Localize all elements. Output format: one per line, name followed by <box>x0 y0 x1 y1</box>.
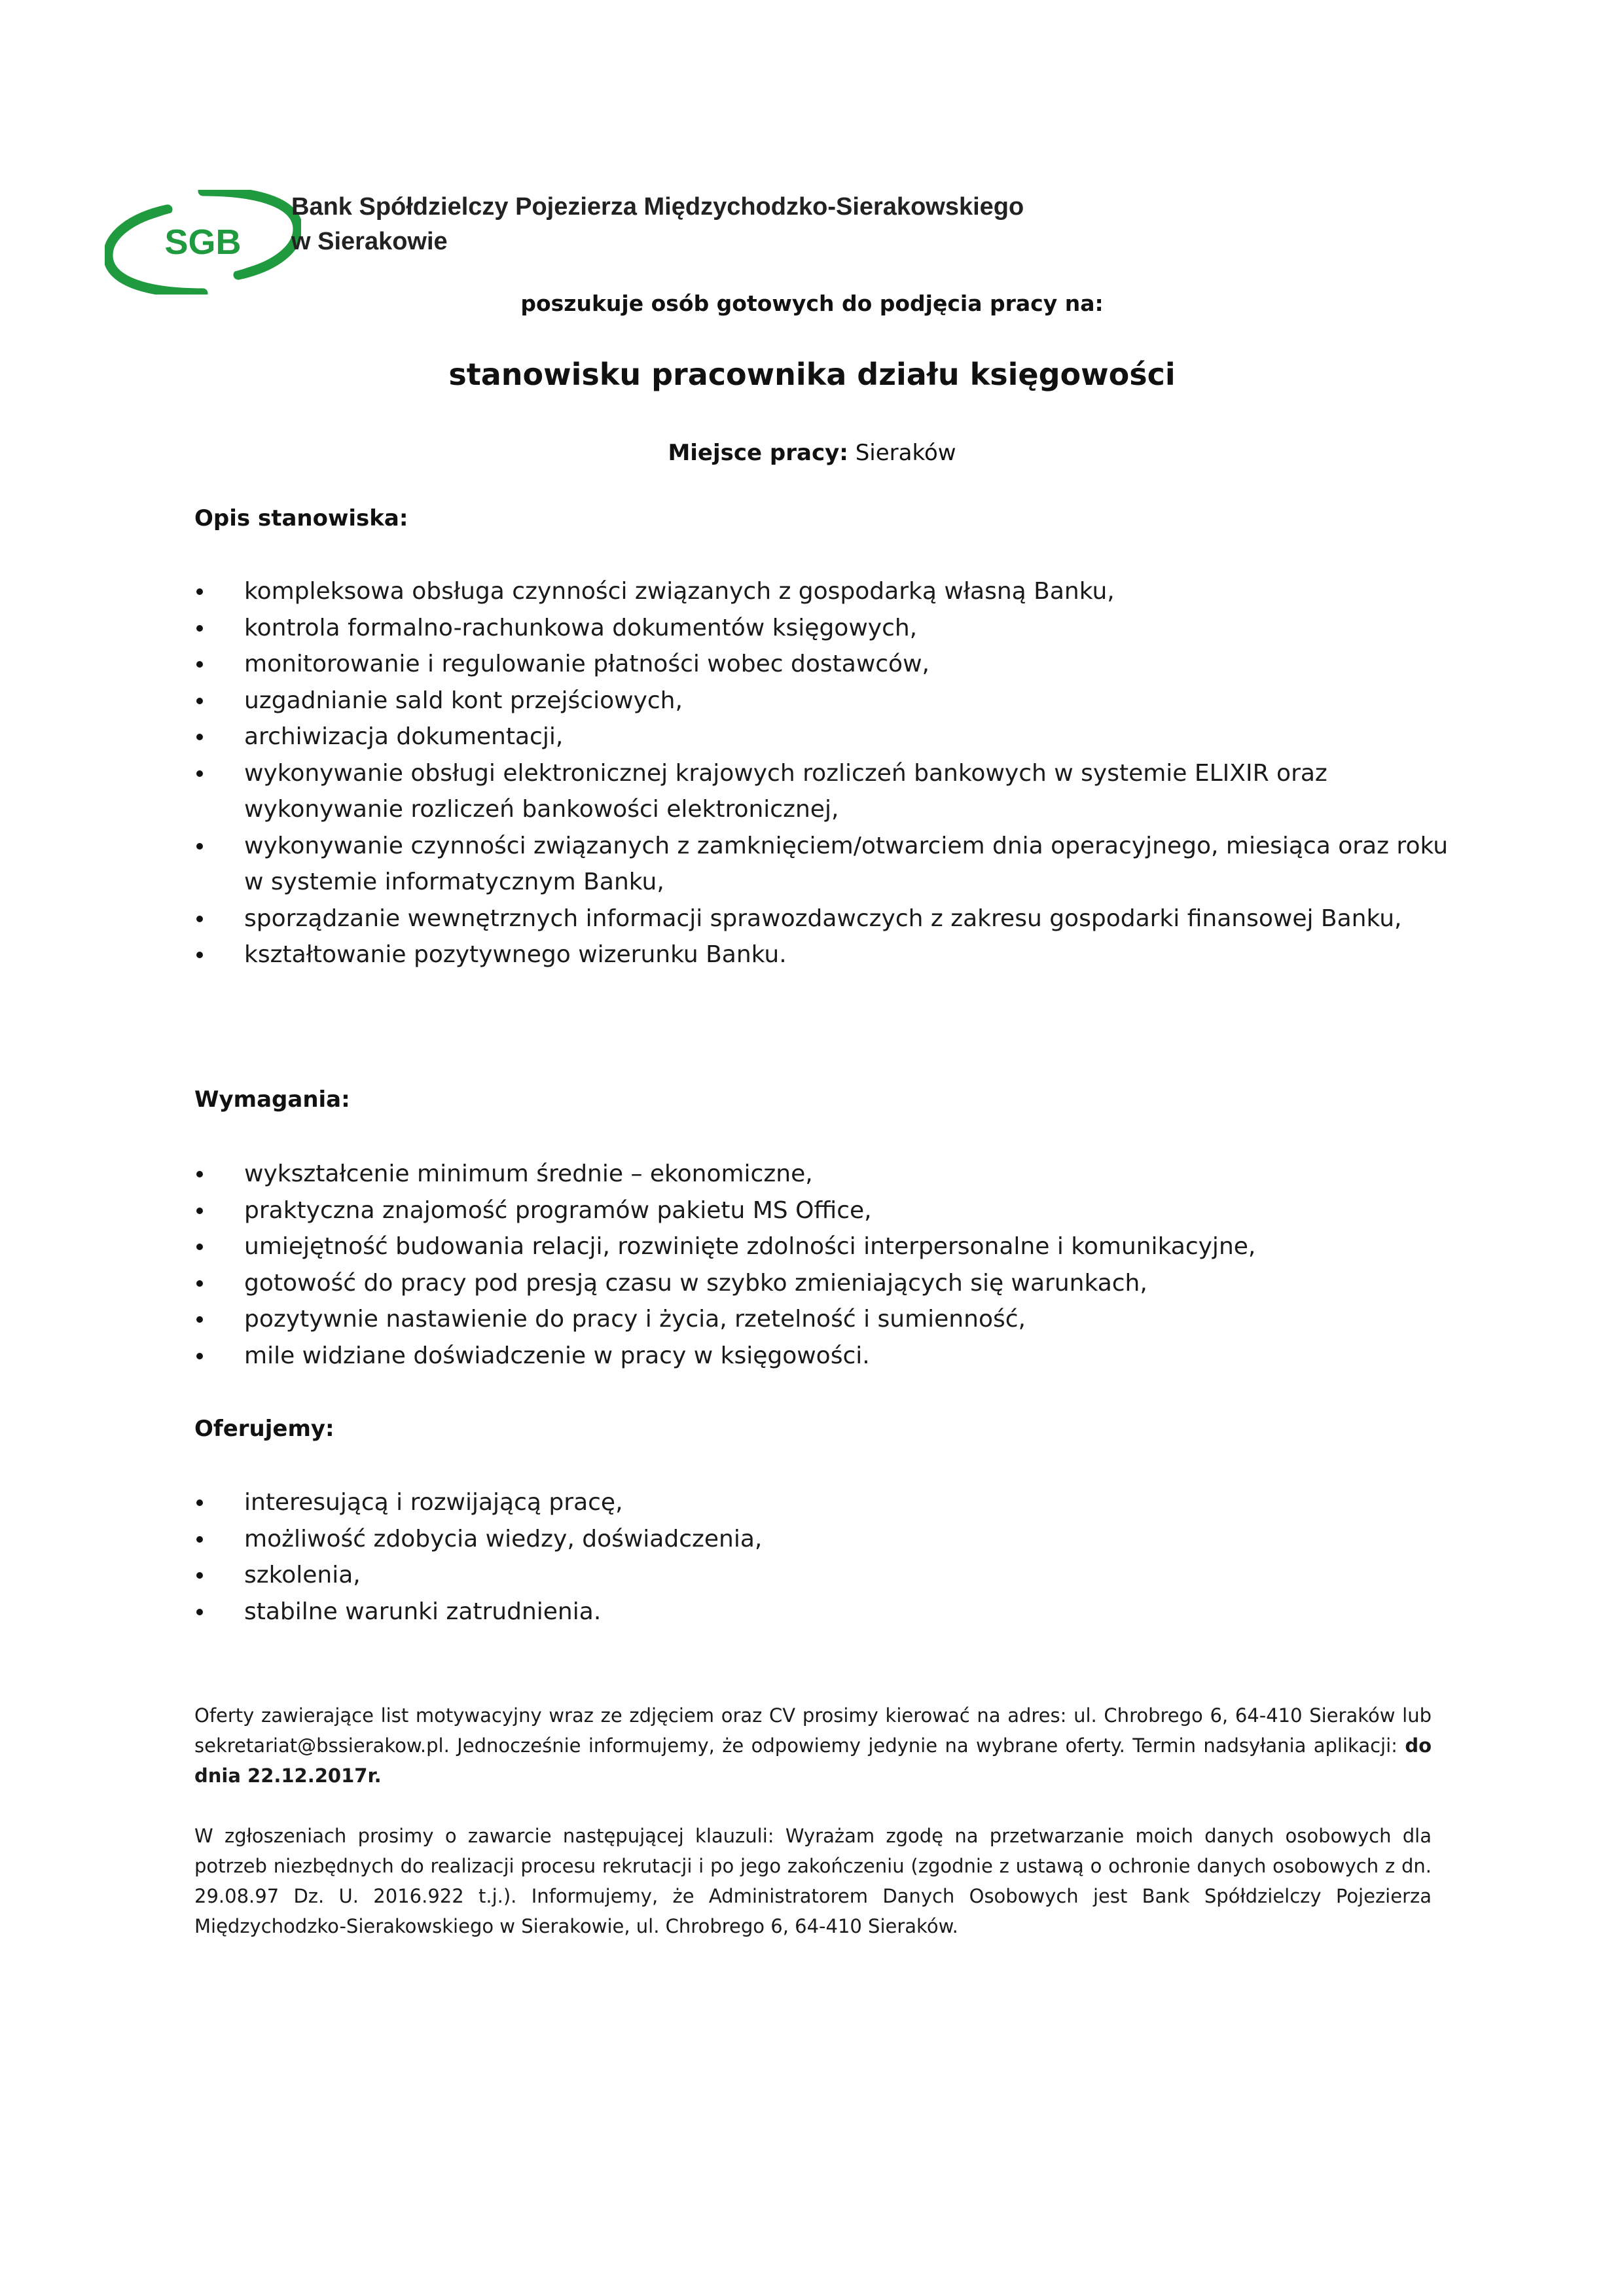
description-heading: Opis stanowiska: <box>194 505 408 531</box>
application-paragraph <box>194 1700 1432 1791</box>
list-item: gotowość do pracy pod presją czasu w szybko zmieniających się warunkach, <box>194 1265 1471 1302</box>
list-item: możliwość zdobycia wiedzy, doświadczenia, <box>194 1521 1471 1558</box>
requirements-list <box>194 1156 1471 1374</box>
list-item: praktyczna znajomość programów pakietu MS Office, <box>194 1193 1471 1229</box>
sgb-logo <box>105 190 301 295</box>
list-item: wykonywanie czynności związanych z zamknięciem/otwarciem dnia operacyjnego, miesiąca oraz roku w systemie informatycznym Banku, <box>194 828 1471 901</box>
list-item: sporządzanie wewnętrznych informacji sprawozdawczych z zakresu gospodarki finansowej Banku, <box>194 901 1471 937</box>
list-item: kształtowanie pozytywnego wizerunku Banku. <box>194 937 1471 973</box>
list-item: wykształcenie minimum średnie – ekonomiczne, <box>194 1156 1471 1193</box>
list-item: interesującą i rozwijającą pracę, <box>194 1484 1471 1521</box>
data-processing-clause: W zgłoszeniach prosimy o zawarcie następującej klauzuli: Wyrażam zgodę na przetwarzanie moich danych osobowych dla potrzeb niezbędnych do realizacji procesu rekrutacji i po jego zakończeniu (zgodnie z ustawą o ochronie danych osobowych z dn. 29.08.97 Dz. U. 2016.922 t.j.). Informujemy, że Administratorem Danych Osobowych jest Bank Spółdzielczy Pojezierza Międzychodzko-Sierakowskiego w Sierakowie, ul. Chrobrego 6, 64-410 Sieraków. <box>194 1825 1432 1937</box>
list-item: monitorowanie i regulowanie płatności wobec dostawców, <box>194 646 1471 683</box>
seeking-intro: poszukuje osób gotowych do podjęcia pracy na: <box>520 291 1104 316</box>
list-item: pozytywnie nastawienie do pracy i życia, rzetelność i sumienność, <box>194 1301 1471 1338</box>
application-text: Oferty zawierające list motywacyjny wraz ze zdjęciem oraz CV prosimy kierować na adres: ul. Chrobrego 6, 64-410 Sieraków lub sekretariat@bssierakow.pl. Jednocześnie informujemy, że odpowiemy jedynie na wybrane oferty. Termin nadsyłania aplikacji: <box>194 1704 1432 1757</box>
offer-heading: Oferujemy: <box>194 1416 334 1442</box>
list-item: stabilne warunki zatrudnienia. <box>194 1594 1471 1630</box>
list-item: uzgadnianie sald kont przejściowych, <box>194 683 1471 719</box>
workplace <box>0 440 1624 466</box>
description-list <box>194 573 1471 973</box>
logo-text: SGB <box>164 223 242 262</box>
list-item: umiejętność budowania relacji, rozwinięte zdolności interpersonalne i komunikacyjne, <box>194 1229 1471 1265</box>
bank-name <box>291 190 1208 259</box>
workplace-value: Sieraków <box>855 440 956 466</box>
list-item: szkolenia, <box>194 1557 1471 1594</box>
list-item: kompleksowa obsługa czynności związanych z gospodarką własną Banku, <box>194 573 1471 610</box>
offer-list <box>194 1484 1471 1630</box>
application-deadline: do dnia 22.12.2017r. <box>194 1734 1432 1787</box>
requirements-heading: Wymagania: <box>194 1086 350 1113</box>
workplace-label: Miejsce pracy: <box>668 440 848 466</box>
bank-name-line2: w Sierakowie <box>291 228 448 255</box>
bank-name-line1: Bank Spółdzielczy Pojezierza Międzychodzko-Sierakowskiego <box>291 193 1024 221</box>
list-item: wykonywanie obsługi elektronicznej krajowych rozliczeń bankowych w systemie ELIXIR oraz wykonywanie rozliczeń bankowości elektronicznej, <box>194 755 1471 828</box>
list-item: kontrola formalno-rachunkowa dokumentów księgowych, <box>194 610 1471 647</box>
list-item: mile widziane doświadczenie w pracy w księgowości. <box>194 1338 1471 1374</box>
list-item: archiwizacja dokumentacji, <box>194 719 1471 755</box>
position-title: stanowisku pracownika działu księgowości <box>448 357 1176 392</box>
